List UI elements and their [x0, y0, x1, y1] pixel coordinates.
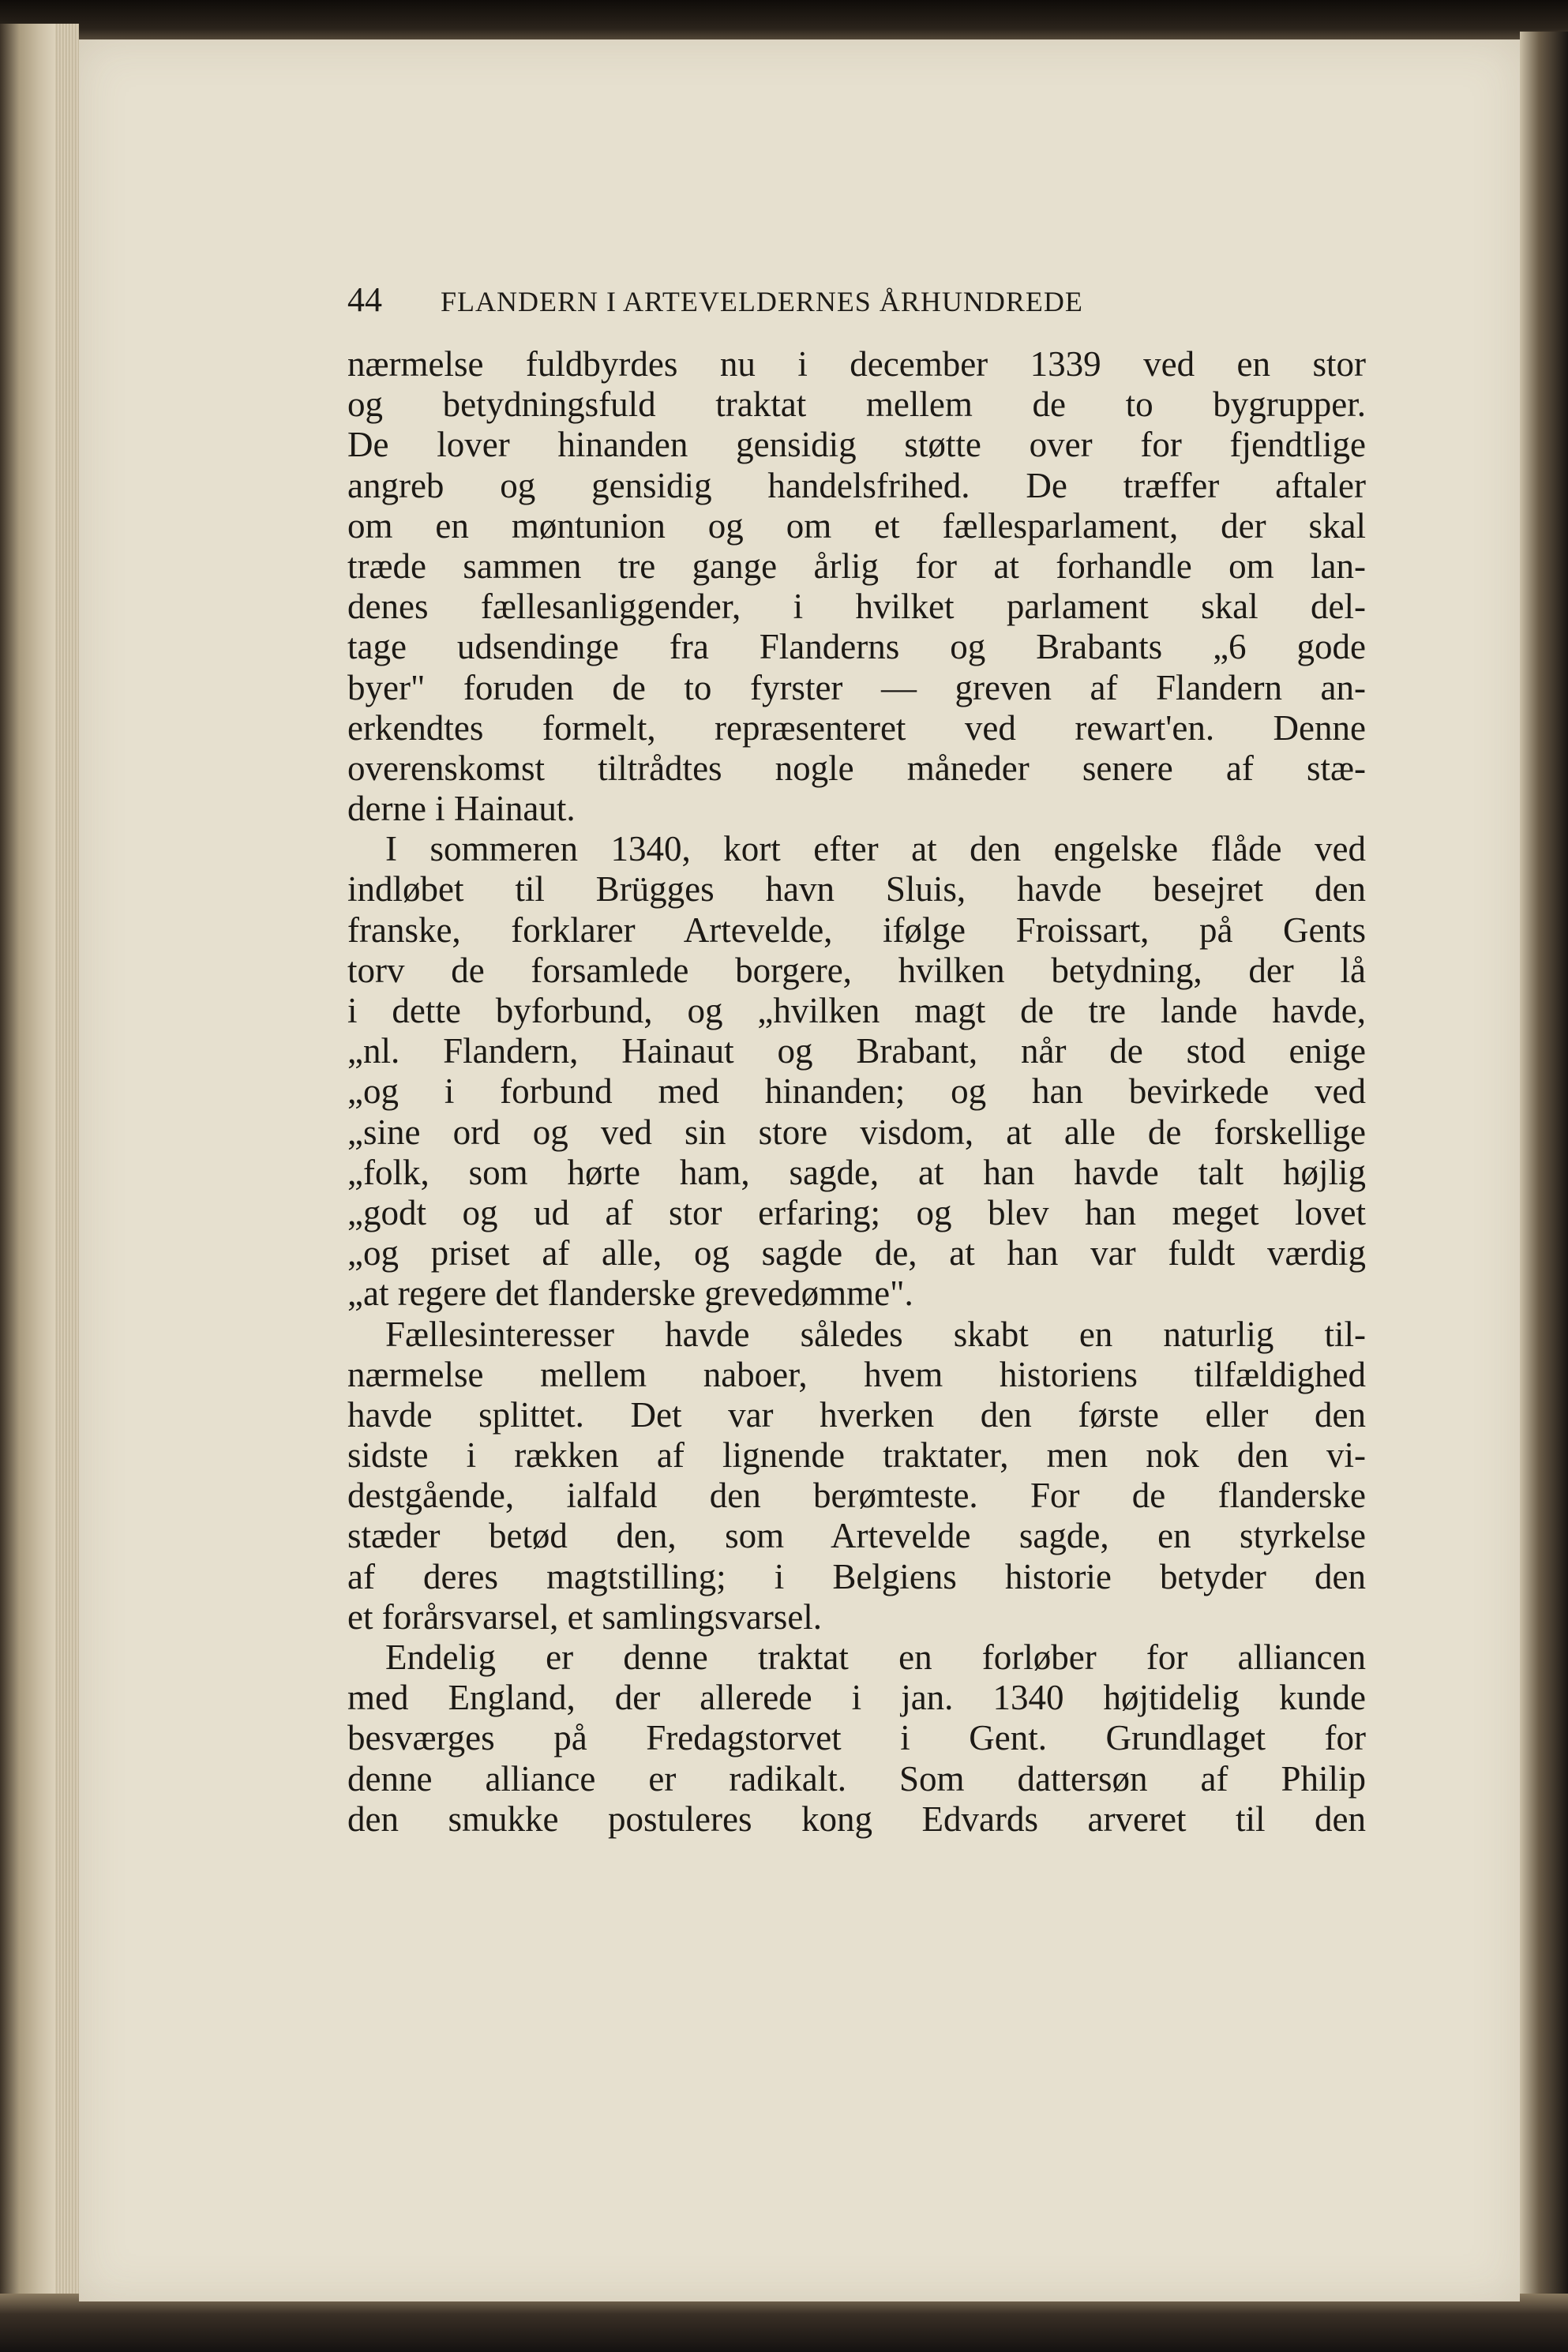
- text-line: erkendtes formelt, repræsenteret ved rewart'en. Denne: [347, 707, 1366, 748]
- text-line: denne alliance er radikalt. Som dattersøn af Philip: [347, 1758, 1366, 1799]
- page-number: 44: [347, 280, 382, 319]
- text-line: „godt og ud af stor erfaring; og blev han meget lovet: [347, 1192, 1366, 1232]
- text-line: havde splittet. Det var hverken den første eller den: [347, 1394, 1366, 1435]
- text-line: besværges på Fredagstorvet i Gent. Grundlaget for: [347, 1718, 1366, 1758]
- text-line: Fællesinteresser havde således skabt en naturlig til-: [385, 1314, 1366, 1354]
- text-line: I sommeren 1340, kort efter at den engelske flåde ved: [385, 829, 1366, 869]
- text-line: torv de forsamlede borgere, hvilken betydning, der lå: [347, 950, 1366, 990]
- text-line: denes fællesanliggender, i hvilket parlament skal del-: [347, 587, 1366, 627]
- text-line: træde sammen tre gange årlig for at forhandle om lan-: [347, 546, 1366, 586]
- text-line: og betydningsfuld traktat mellem de to bygrupper.: [347, 384, 1366, 425]
- text-line: af deres magtstilling; i Belgiens historie betyder den: [347, 1556, 1366, 1596]
- text-line: nærmelse fuldbyrdes nu i december 1339 ved en stor: [347, 344, 1366, 384]
- text-line: stæder betød den, som Artevelde sagde, en styrkelse: [347, 1516, 1366, 1556]
- text-line: „og priset af alle, og sagde de, at han var fuldt værdig: [347, 1233, 1366, 1274]
- text-line: indløbet til Brügges havn Sluis, havde besejret den: [347, 869, 1366, 910]
- text-line: den smukke postuleres kong Edvards arveret til den: [347, 1799, 1366, 1839]
- text-line: destgående, ialfald den berømteste. For de flanderske: [347, 1476, 1366, 1516]
- text-line: overenskomst tiltrådtes nogle måneder senere af stæ-: [347, 748, 1366, 788]
- right-page-shadow: [1520, 32, 1568, 2305]
- book-spine-edge: [0, 24, 55, 2313]
- text-line: angreb og gensidig handelsfrihed. De træffer aftaler: [347, 465, 1366, 505]
- text-line: Endelig er denne traktat en forløber for alliancen: [385, 1637, 1366, 1677]
- text-line: „nl. Flandern, Hainaut og Brabant, når de stod enige: [347, 1031, 1366, 1071]
- book-bottom-edge: [0, 2294, 1568, 2352]
- running-title: FLANDERN I ARTEVELDERNES ÅRHUNDREDE: [441, 286, 1083, 317]
- text-line: „folk, som hørte ham, sagde, at han havde talt højlig: [347, 1152, 1366, 1192]
- text-line: „at regere det flanderske grevedømme".: [347, 1274, 913, 1314]
- text-line: om en møntunion og om et fællesparlament, der skal: [347, 505, 1366, 546]
- text-line: med England, der allerede i jan. 1340 højtidelig kunde: [347, 1678, 1366, 1718]
- text-line: „og i forbund med hinanden; og han bevirkede ved: [347, 1071, 1366, 1112]
- text-line: et forårsvarsel, et samlingsvarsel.: [347, 1596, 823, 1637]
- text-line: nærmelse mellem naboer, hvem historiens tilfældighed: [347, 1354, 1366, 1394]
- text-line: derne i Hainaut.: [347, 789, 576, 829]
- text-line: franske, forklarer Artevelde, ifølge Froissart, på Gents: [347, 910, 1366, 950]
- body-text: [347, 344, 1366, 1840]
- text-line: i dette byforbund, og „hvilken magt de tre lande havde,: [347, 991, 1366, 1030]
- text-line: sidste i rækken af lignende traktater, men nok den vi-: [347, 1435, 1366, 1476]
- page-stack-edge: [55, 24, 79, 2313]
- running-head: [347, 276, 1374, 324]
- text-line: tage udsendinge fra Flanderns og Brabants „6 gode: [347, 627, 1366, 667]
- text-line: „sine ord og ved sin store visdom, at alle de forskellige: [347, 1112, 1366, 1152]
- text-line: byer" foruden de to fyrster — greven af Flandern an-: [347, 667, 1366, 707]
- text-line: De lover hinanden gensidig støtte over for fjendtlige: [347, 425, 1366, 465]
